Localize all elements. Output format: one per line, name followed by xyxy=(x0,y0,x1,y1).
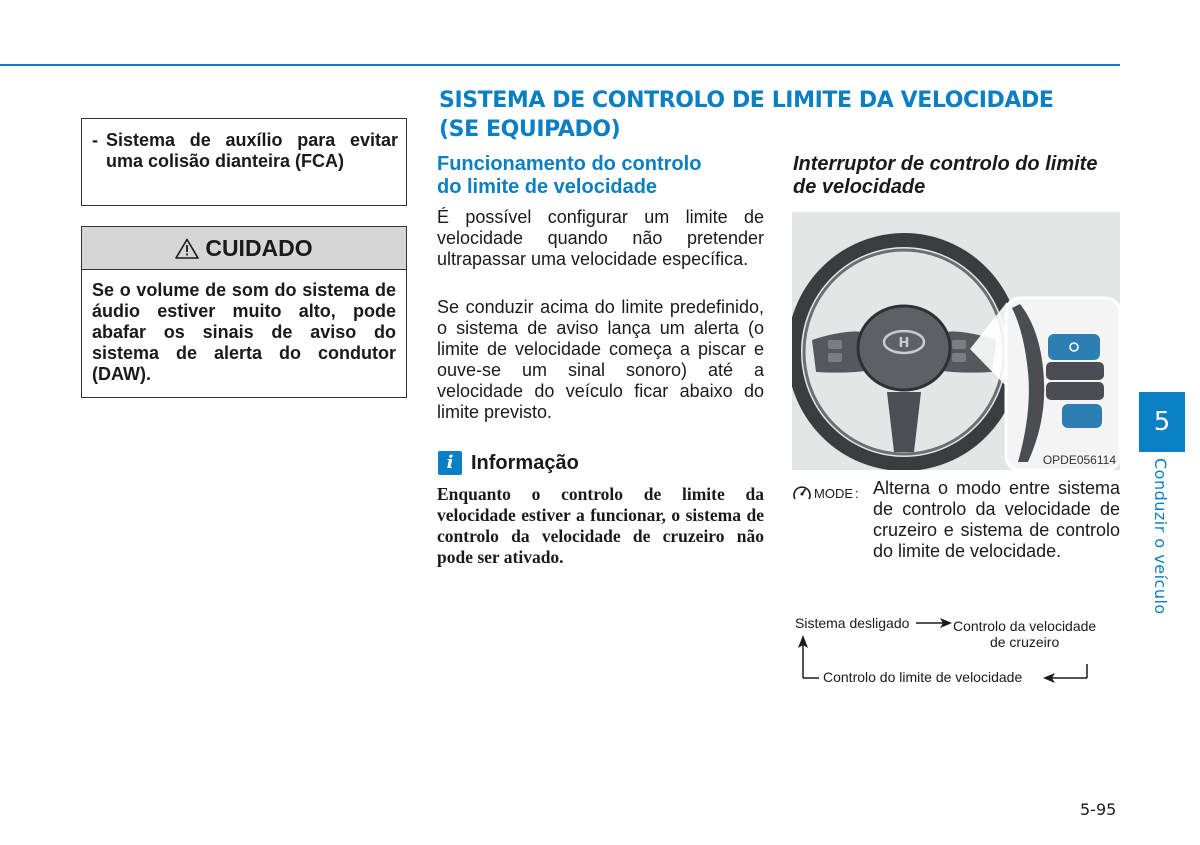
mode-cycle-diagram xyxy=(792,608,1122,688)
info-header xyxy=(438,451,579,475)
state-off-label: Sistema desligado xyxy=(795,615,910,631)
state-cruise-label xyxy=(953,618,1096,650)
caution-header xyxy=(82,227,406,270)
page-title-line2: (SE EQUIPADO) xyxy=(439,117,621,142)
info-label: Informação xyxy=(471,451,579,474)
section-heading-line2: do limite de velocidade xyxy=(437,176,658,198)
switch-heading-line1: Interruptor de controlo do limite xyxy=(793,153,1098,175)
info-text: Enquanto o controlo de limite da velocidade estiver a funcionar, o sistema de controlo da velocidade de cruzeiro não pode ser ativado. xyxy=(437,484,764,567)
image-code: OPDE056114 xyxy=(1042,453,1116,467)
state-cruise-line2: de cruzeiro xyxy=(989,634,1060,650)
chapter-title: Conduzir o veículo xyxy=(1151,458,1170,615)
paragraph-1: É possível configurar um limite de velocidade quando não pretender ultrapassar uma velocidade específica. xyxy=(437,207,764,269)
chapter-tab: 5 xyxy=(1139,392,1185,452)
caution-box xyxy=(81,226,407,398)
list-item-text: Sistema de auxílio para evitar uma colisão dianteira (FCA) xyxy=(106,130,398,171)
mode-key-colon: : xyxy=(855,485,859,501)
switch-heading-line2: de velocidade xyxy=(793,176,926,198)
svg-text:H: H xyxy=(898,336,910,351)
header-rule xyxy=(0,64,1120,66)
section-heading-line1: Funcionamento do controlo xyxy=(437,153,702,175)
steering-wheel-image xyxy=(792,212,1120,470)
section-heading xyxy=(437,153,767,199)
speedometer-icon xyxy=(792,484,812,502)
list-item xyxy=(92,130,398,172)
list-dash: - xyxy=(92,130,98,150)
page-number: 5-95 xyxy=(1080,800,1117,819)
state-limit-label: Controlo do limite de velocidade xyxy=(823,669,1023,685)
switch-heading xyxy=(793,153,1123,199)
paragraph-2: Se conduzir acima do limite predefinido, o sistema de aviso lança um alerta (o limite de velocidade começa a piscar e ouve-se um sinal sonoro) até a velocidade do veículo ficar abaixo do limite previsto. xyxy=(437,297,764,422)
mode-description: Alterna o modo entre sistema de controlo da velocidade de cruzeiro e sistema de controlo do limite de velocidade. xyxy=(873,478,1120,561)
page-title xyxy=(439,86,1079,144)
page-title-line1: SISTEMA DE CONTROLO DE LIMITE DA VELOCIDADE xyxy=(439,88,1054,113)
steering-wheel-illustration xyxy=(792,212,1120,470)
info-icon: i xyxy=(438,451,462,475)
list-box xyxy=(81,118,407,206)
caution-text: Se o volume de som do sistema de áudio estiver muito alto, pode abafar os sinais de aviso do sistema de alerta do condutor (DAW). xyxy=(92,280,396,384)
mode-key xyxy=(792,484,859,502)
state-cruise-line1: Controlo da velocidade xyxy=(953,618,1097,634)
caution-label: CUIDADO xyxy=(205,234,313,261)
mode-key-label: MODE xyxy=(814,485,853,501)
warning-triangle-icon xyxy=(175,238,199,259)
